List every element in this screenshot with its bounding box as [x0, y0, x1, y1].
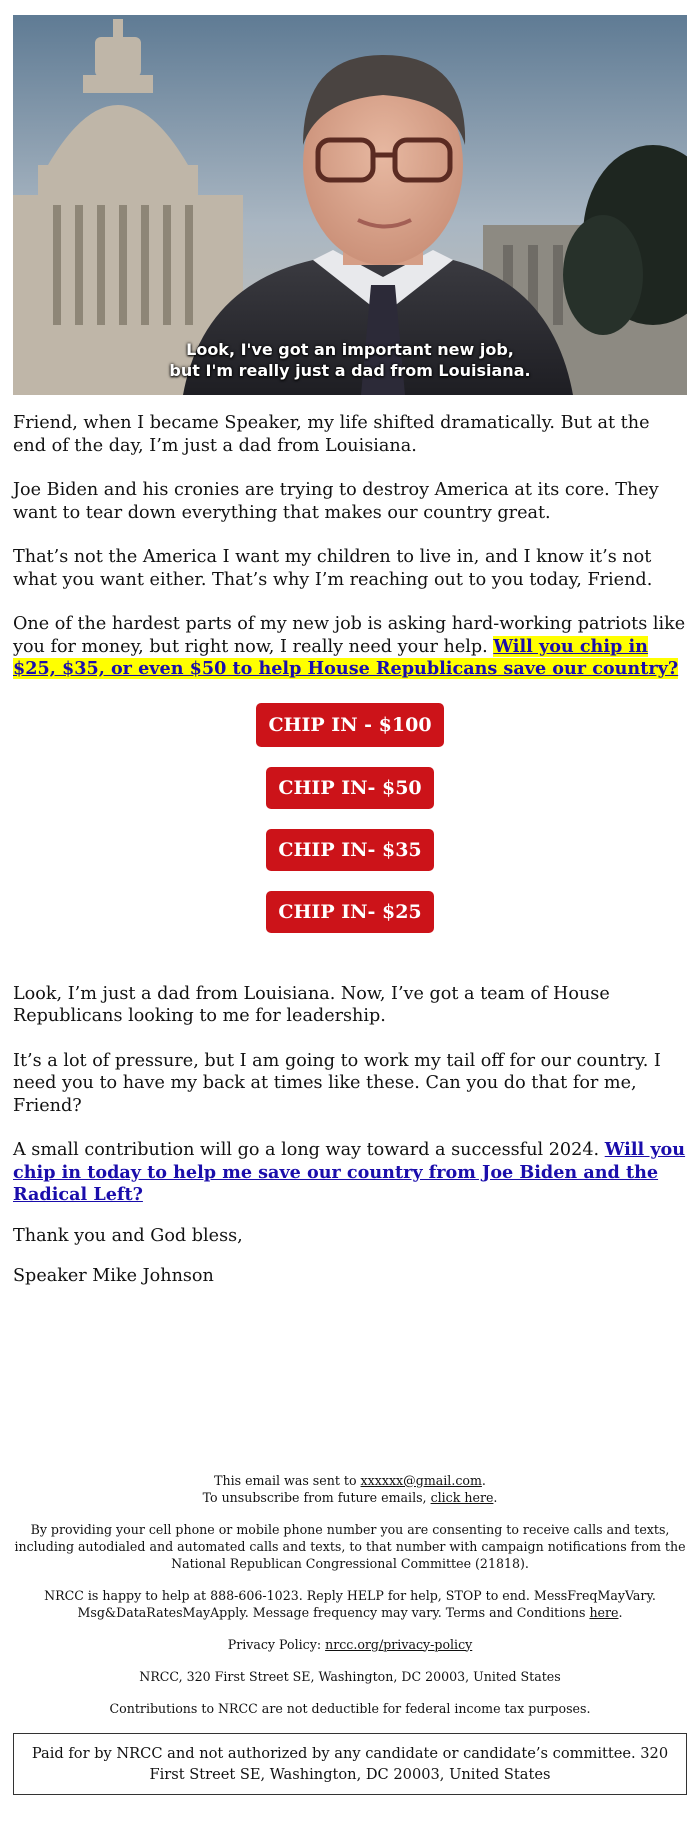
privacy-prefix: Privacy Policy:	[227, 1636, 326, 1652]
paragraph-5: Look, I’m just a dad from Louisiana. Now, I’ve got a team of House Republicans looking to me for leadership.	[13, 983, 610, 1026]
mailing-address: NRCC, 320 First Street SE, Washington, DC 20003, United States	[139, 1668, 561, 1684]
chip-in-35-button[interactable]: CHIP IN- $35	[266, 829, 433, 871]
caption-line-1: Look, I've got an important new job,	[186, 340, 514, 359]
signoff: Thank you and God bless,	[13, 1225, 243, 1246]
email-footer	[13, 1472, 687, 1795]
sms-consent-notice: By providing your cell phone or mobile phone number you are consenting to receive calls and texts, including autodialed and automated calls and texts, to that number with campaign notifications from the National Republican Congressional Committee (21818).	[14, 1521, 686, 1571]
paragraph-4-text: One of the hardest parts of my new job is asking hard-working patriots like you for money, but right now, I really need your help.	[13, 614, 686, 657]
spacer	[13, 1310, 687, 1472]
chip-in-today-link[interactable]: Will you chip in today to help me save our country from Joe Biden and the Radical Left?	[13, 1139, 686, 1205]
unsubscribe-link[interactable]: click here	[430, 1489, 494, 1505]
sent-prefix: This email was sent to	[214, 1472, 361, 1488]
sent-to-notice	[13, 1472, 687, 1506]
chip-in-100-button[interactable]: CHIP IN - $100	[256, 703, 443, 747]
recipient-email-link[interactable]: xxxxxx@gmail.com	[360, 1472, 482, 1488]
help-text: NRCC is happy to help at 888-606-1023. Reply HELP for help, STOP to end. MessFreqMayVary. Msg&DataRatesMayApply. Message frequency may vary. Terms and Conditions	[44, 1587, 656, 1620]
privacy-policy-link[interactable]: nrcc.org/privacy-policy	[325, 1636, 473, 1652]
chip-in-link-highlighted[interactable]: Will you chip in $25, $35, or even $50 to help House Republicans save our country?	[13, 635, 679, 679]
help-suffix: .	[618, 1604, 623, 1620]
unsubscribe-prefix: To unsubscribe from future emails,	[202, 1489, 431, 1505]
privacy-policy-line	[13, 1636, 687, 1653]
signature: Speaker Mike Johnson	[13, 1266, 214, 1286]
terms-link[interactable]: here	[589, 1604, 619, 1620]
paragraph-7-text: A small contribution will go a long way toward a successful 2024.	[13, 1140, 605, 1160]
caption-line-2: but I'm really just a dad from Louisiana.	[169, 361, 531, 380]
paragraph-2: Joe Biden and his cronies are trying to destroy America at its core. They want to tear down everything that makes our country great.	[13, 480, 659, 523]
help-notice	[13, 1587, 687, 1621]
sent-suffix: .	[481, 1472, 486, 1488]
chip-in-25-button[interactable]: CHIP IN- $25	[266, 891, 433, 933]
paid-for-disclaimer: Paid for by NRCC and not authorized by any candidate or candidate’s committee. 320 First Street SE, Washington, DC 20003, United States	[13, 1733, 687, 1795]
hero-video-image[interactable]	[13, 15, 687, 395]
paragraph-7	[13, 1139, 687, 1207]
tax-disclaimer: Contributions to NRCC are not deductible for federal income tax purposes.	[109, 1700, 591, 1716]
donation-buttons	[13, 703, 687, 953]
paragraph-3: That’s not the America I want my children to live in, and I know it’s not what you want either. That’s why I’m reaching out to you today, Friend.	[13, 547, 653, 590]
unsubscribe-suffix: .	[493, 1489, 498, 1505]
message-copy	[13, 412, 687, 1288]
email-body	[13, 0, 687, 1795]
video-caption	[13, 339, 687, 381]
chip-in-50-button[interactable]: CHIP IN- $50	[266, 767, 433, 809]
paragraph-4	[13, 613, 687, 681]
speaker-portrait-illustration	[13, 15, 687, 395]
paragraph-6: It’s a lot of pressure, but I am going to work my tail off for our country. I need you to have my back at times like these. Can you do that for me, Friend?	[13, 1050, 661, 1116]
paragraph-1: Friend, when I became Speaker, my life shifted dramatically. But at the end of the day, I’m just a dad from Louisiana.	[13, 413, 650, 456]
